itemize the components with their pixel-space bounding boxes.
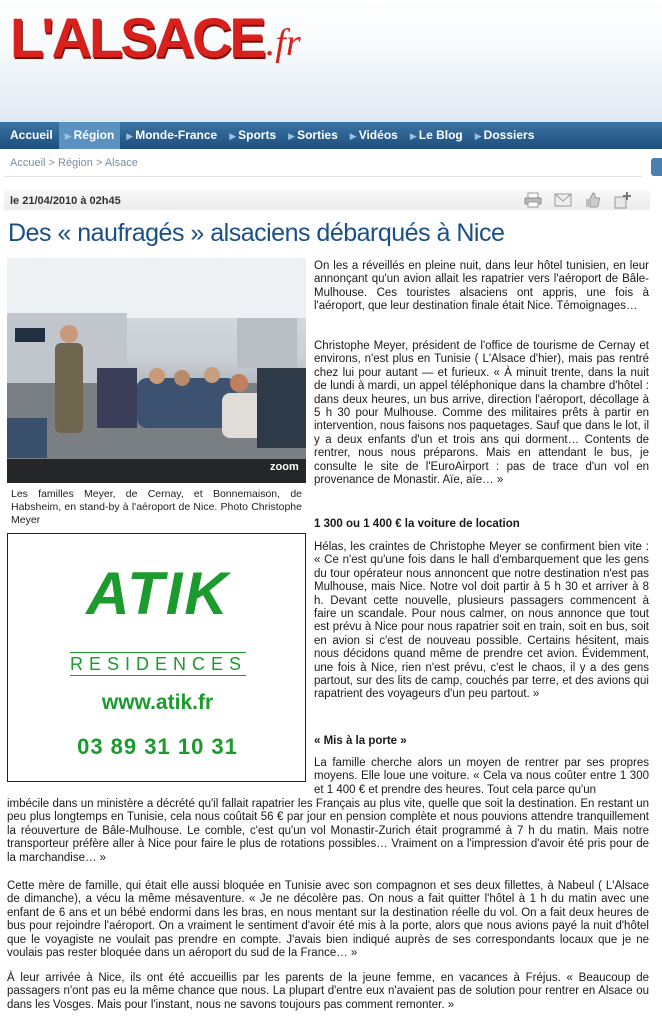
side-tab[interactable] [651, 158, 662, 176]
article-date: le 21/04/2010 à 02h45 [10, 195, 121, 207]
photo-zoom-link[interactable]: zoom [270, 461, 299, 473]
nav-label: Vidéos [358, 128, 398, 142]
nav-label: Sports [238, 128, 277, 142]
chevron-right-icon: ▶ [474, 131, 482, 141]
nav-item-monde-france[interactable] [120, 122, 223, 149]
airport-scene [7, 258, 306, 483]
article-paragraph: imbécile dans un ministère a décrété qu'il fallait rapatrier les Français au plus vite, quelle que soit la destination. En restant un peu plus longtemps en Tunisie, cela nous coûtait 56 € par jour en pension complète et nous pouvions attendre tranquillement la réouverture de Bâle-Mulhouse. Le comble, c'est qu'un vol Monastir-Zurich était programmé à 7 h du matin. Mais notre transporteur préfère aller à Nice pour faire le plus de rotations possibles… Vraiment on a l'impression d'avoir été pris pour de la marchandise… » [7, 798, 649, 864]
nav-label: Dossiers [483, 128, 535, 142]
chevron-right-icon: ▶ [64, 131, 72, 141]
main-nav [0, 122, 662, 149]
article-paragraph: Hélas, les craintes de Christophe Meyer se confirment bien vite : « Ce n'est qu'une fois dans le hall d'embarquement que les gens du tour opérateur nous annoncent que notre destination n'est pas Mulhouse, mais Nice. Notre vol doit partir à 5 h 30 et arriver à 8 h. Devant cette nouvelle, plusieurs passagers commencent à faire un scandale. Pour nous calmer, on nous annonce que tout est prévu à Nice pour nous rapatrier soit en train, soit en bus, soit en avion si c'est de nouveau possible. Certains hésitent, mais nous décidons quand même de prendre cet avion. Évidemment, une fois à Nice, rien n'est prévu, c'est le chaos, il y a des gens partout, sur des lits de camp, couchés par terre, et des avions qui rapatrient des voyageurs d'un peu partout. » [314, 541, 649, 701]
article-subheading: 1 300 ou 1 400 € la voiture de location [314, 518, 520, 530]
article-paragraph: La famille cherche alors un moyen de rentrer par ses propres moyens. Elle loue une voiture. « Cela va nous coûter entre 1 300 et 1 400 € et prendre des heures. Tout cela parce qu'un [314, 757, 649, 796]
advertisement-atik[interactable] [7, 533, 306, 782]
chevron-right-icon: ▶ [409, 131, 417, 141]
ad-brand-logo: ATIK [86, 560, 230, 627]
article-paragraph: Cette mère de famille, qui était elle aussi bloquée en Tunisie avec son compagnon et ses deux fillettes, à Nabeul ( L'Alsace de dimanche), a vécu la même mésaventure. « Je ne décolère pas. On nous a fait quitter l'hôtel à 1 h du matin avec une enfant de 6 ans et un bébé endormi dans les bras, en nous mentant sur la destination réelle du vol. On a fait deux heures de bus pour rejoindre l'aéroport. On a vraiment le sentiment d'avoir été mis à la porte, alors que nous avions payé la nuit d'hôtel que le voyagiste ne voulait pas prendre en compte. J'avais bien indiqué auprès de ses correspondants locaux que je ne voulais pas rester bloquée dans un aéroport du sud de la France… » [7, 880, 649, 960]
chevron-right-icon: ▶ [288, 131, 296, 141]
nav-item-videos[interactable] [344, 122, 404, 149]
nav-item-le-blog[interactable] [404, 122, 469, 149]
site-logo[interactable] [10, 6, 301, 69]
breadcrumb-region[interactable]: Région [58, 157, 93, 169]
article-intro: On les a réveillés en pleine nuit, dans leur hôtel tunisien, en leur annonçant qu'un avion allait les rapatrier vers l'aéroport de Bâle-Mulhouse. Ces touristes alsaciens ont appris, une fois à l'aéroport, que leur destination finale était Nice. Témoignages… [314, 260, 649, 313]
breadcrumb [10, 157, 138, 169]
nav-label: Région [73, 128, 115, 142]
photo-zoom-bar [7, 459, 306, 483]
logo-tld-text: .fr [265, 22, 301, 64]
nav-label: Monde-France [135, 128, 218, 142]
nav-label: Le Blog [418, 128, 463, 142]
chevron-right-icon: ▶ [349, 131, 357, 141]
article-paragraph: Christophe Meyer, président de l'office de tourisme de Cernay et environs, n'est plus en Tunisie ( L'Alsace d'hier), mais pas rentré chez lui pour autant — et furieux. « À minuit trente, dans la nuit de lundi à mardi, un appel téléphonique dans la chambre d'hôtel : dans deux heures, un bus arrive, direction l'aéroport, décollage à 5 h 30 pour Mulhouse. Comme des militaires prêts à partir en intervention, nous faisons nos paquetages. Sauf que dans le lot, il y a deux enfants d'un et trois ans qui dorment… Contents de rentrer, nous nous préparons. Mais en attendant le bus, je consulte le site de l'EuroAirport : pas de trace d'un vol en provenance de Monastir. Aïe, aïe… » [314, 340, 650, 487]
article-paragraph: À leur arrivée à Nice, ils ont été accueillis par les parents de la jeune femme, en vacances à Fréjus. « Beaucoup de passagers n'ont pas eu la même chance que nous. La plupart d'entre eux n'avaient pas de solution pour rentrer en Alsace ou dans les Vosges. Mais pour l'instant, nous ne savons toujours pas comment remonter. » [7, 972, 649, 1011]
breadcrumb-accueil[interactable]: Accueil [10, 157, 46, 169]
nav-item-dossiers[interactable] [469, 122, 541, 149]
article-title: Des « naufragés » alsaciens débarqués à Nice [8, 219, 505, 247]
ad-subtitle: RESIDENCES [70, 654, 248, 674]
article-photo[interactable] [7, 258, 306, 483]
article-subheading: « Mis à la porte » [314, 735, 407, 747]
thumbs-up-icon[interactable] [582, 190, 604, 210]
chevron-right-icon: ▶ [126, 131, 134, 141]
ad-phone: 03 89 31 10 31 [77, 734, 238, 759]
site-header [0, 0, 662, 122]
nav-item-region[interactable] [59, 122, 121, 149]
photo-caption: Les familles Meyer, de Cernay, et Bonnemaison, de Habsheim, en stand-by à l'aéroport de Nice. Photo Christophe Meyer [11, 488, 302, 526]
share-plus-icon[interactable] [612, 190, 634, 210]
ad-url: www.atik.fr [101, 691, 214, 714]
nav-label: Accueil [10, 128, 53, 142]
chevron-right-icon: ▶ [229, 131, 237, 141]
nav-item-sports[interactable] [223, 122, 282, 149]
breadcrumb-separator: > [95, 157, 103, 169]
breadcrumb-separator: > [48, 157, 55, 169]
email-icon[interactable] [552, 190, 574, 210]
article-tools [522, 190, 634, 210]
breadcrumb-divider [4, 176, 642, 177]
nav-item-accueil[interactable] [4, 122, 59, 149]
breadcrumb-alsace[interactable]: Alsace [104, 157, 138, 169]
nav-label: Sorties [297, 128, 338, 142]
logo-main-text: L'ALSACE [10, 6, 264, 69]
print-icon[interactable] [522, 190, 544, 210]
nav-item-sorties[interactable] [282, 122, 344, 149]
